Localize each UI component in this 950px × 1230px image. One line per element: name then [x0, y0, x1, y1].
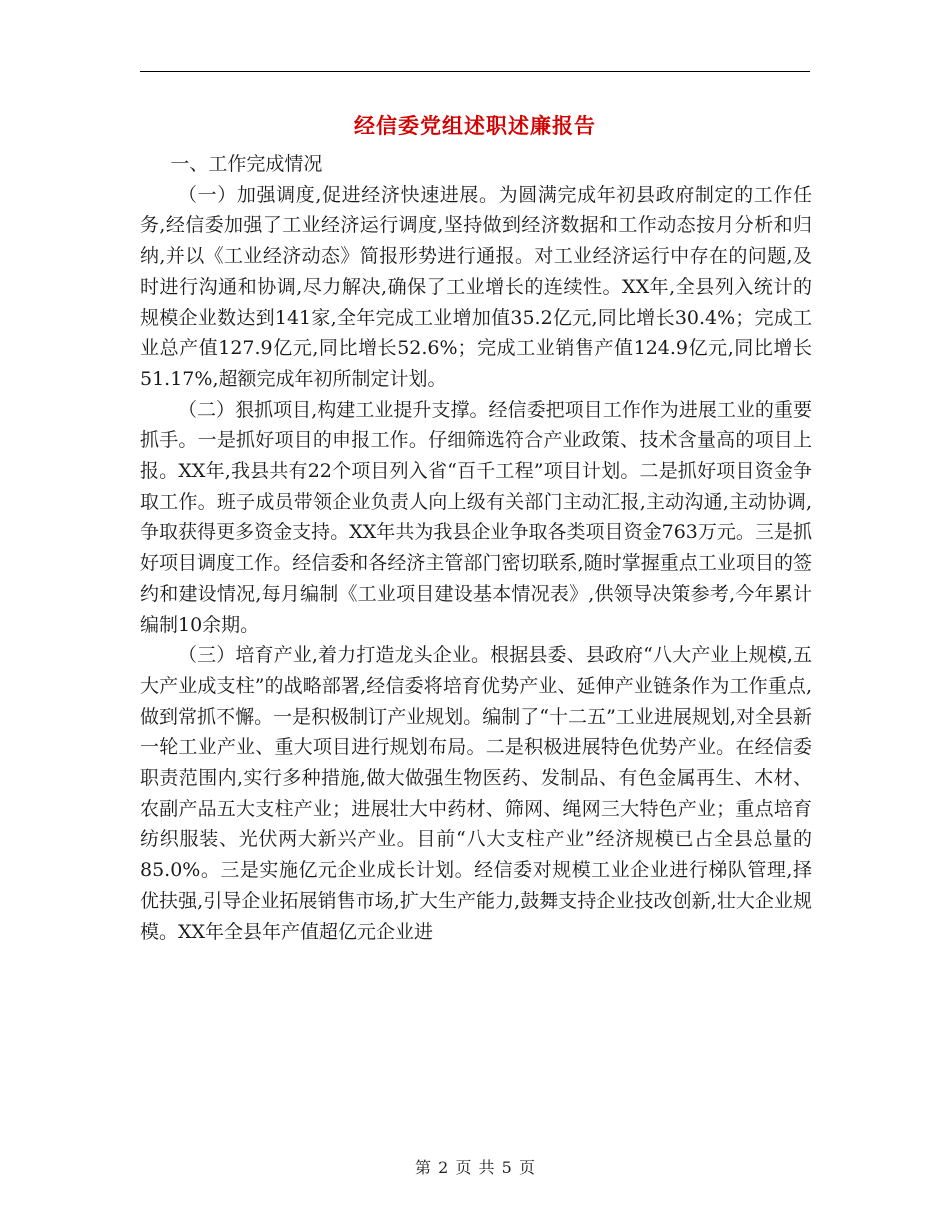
footer-suffix: 页	[518, 1158, 535, 1177]
document-body	[140, 149, 812, 947]
footer-page-number: 2	[438, 1158, 449, 1177]
document-title: 经信委党组述职述廉报告	[354, 113, 596, 138]
footer-total-pages: 5	[501, 1158, 512, 1177]
page-footer	[0, 1155, 950, 1178]
header-rule	[140, 71, 810, 72]
footer-total-word: 共	[478, 1158, 495, 1177]
paragraph-3: （三）培育产业,着力打造龙头企业。根据县委、县政府“八大产业上规模,五大产业成支柱”的战略部署,经信委将培育优势产业、延伸产业链条作为工作重点,做到常抓不懈。一是积极制订产业规划。编制了“十二五”工业进展规划,对全县新一轮工业产业、重大项目进行规划布局。二是积极进展特色优势产业。在经信委职责范围内,实行多种措施,做大做强生物医药、发制品、有色金属再生、木材、农副产品五大支柱产业；进展壮大中药材、筛网、绳网三大特色产业；重点培育纺织服装、光伏两大新兴产业。目前“八大支柱产业”经济规模已占全县总量的85.0%。三是实施亿元企业成长计划。经信委对规模工业企业进行梯队管理,择优扶强,引导企业拓展销售市场,扩大生产能力,鼓舞支持企业技改创新,壮大企业规模。XX年全县年产值超亿元企业进	[140, 644, 812, 943]
footer-prefix: 第	[415, 1158, 432, 1177]
paragraph-1: （一）加强调度,促进经济快速进展。为圆满完成年初县政府制定的工作任务,经信委加强了工业经济运行调度,坚持做到经济数据和工作动态按月分析和归纳,并以《工业经济动态》简报形势进行通报。对工业经济运行中存在的问题,及时进行沟通和协调,尽力解决,确保了工业增长的连续性。XX年,全县列入统计的规模企业数达到141家,全年完成工业增加值35.2亿元,同比增长30.4%；完成工业总产值127.9亿元,同比增长52.6%；完成工业销售产值124.9亿元,同比增长51.17%,超额完成年初所制定计划。	[140, 183, 812, 390]
paragraph-2: （二）狠抓项目,构建工业提升支撑。经信委把项目工作作为进展工业的重要抓手。一是抓好项目的申报工作。仔细筛选符合产业政策、技术含量高的项目上报。XX年,我县共有22个项目列入省“百千工程”项目计划。二是抓好项目资金争取工作。班子成员带领企业负责人向上级有关部门主动汇报,主动沟通,主动协调,争取获得更多资金支持。XX年共为我县企业争取各类项目资金763万元。三是抓好项目调度工作。经信委和各经济主管部门密切联系,随时掌握重点工业项目的签约和建设情况,每月编制《工业项目建设基本情况表》,供领导决策参考,今年累计编制10余期。	[140, 398, 812, 636]
footer-page-word: 页	[455, 1158, 472, 1177]
section-heading: 一、工作完成情况	[170, 153, 323, 175]
